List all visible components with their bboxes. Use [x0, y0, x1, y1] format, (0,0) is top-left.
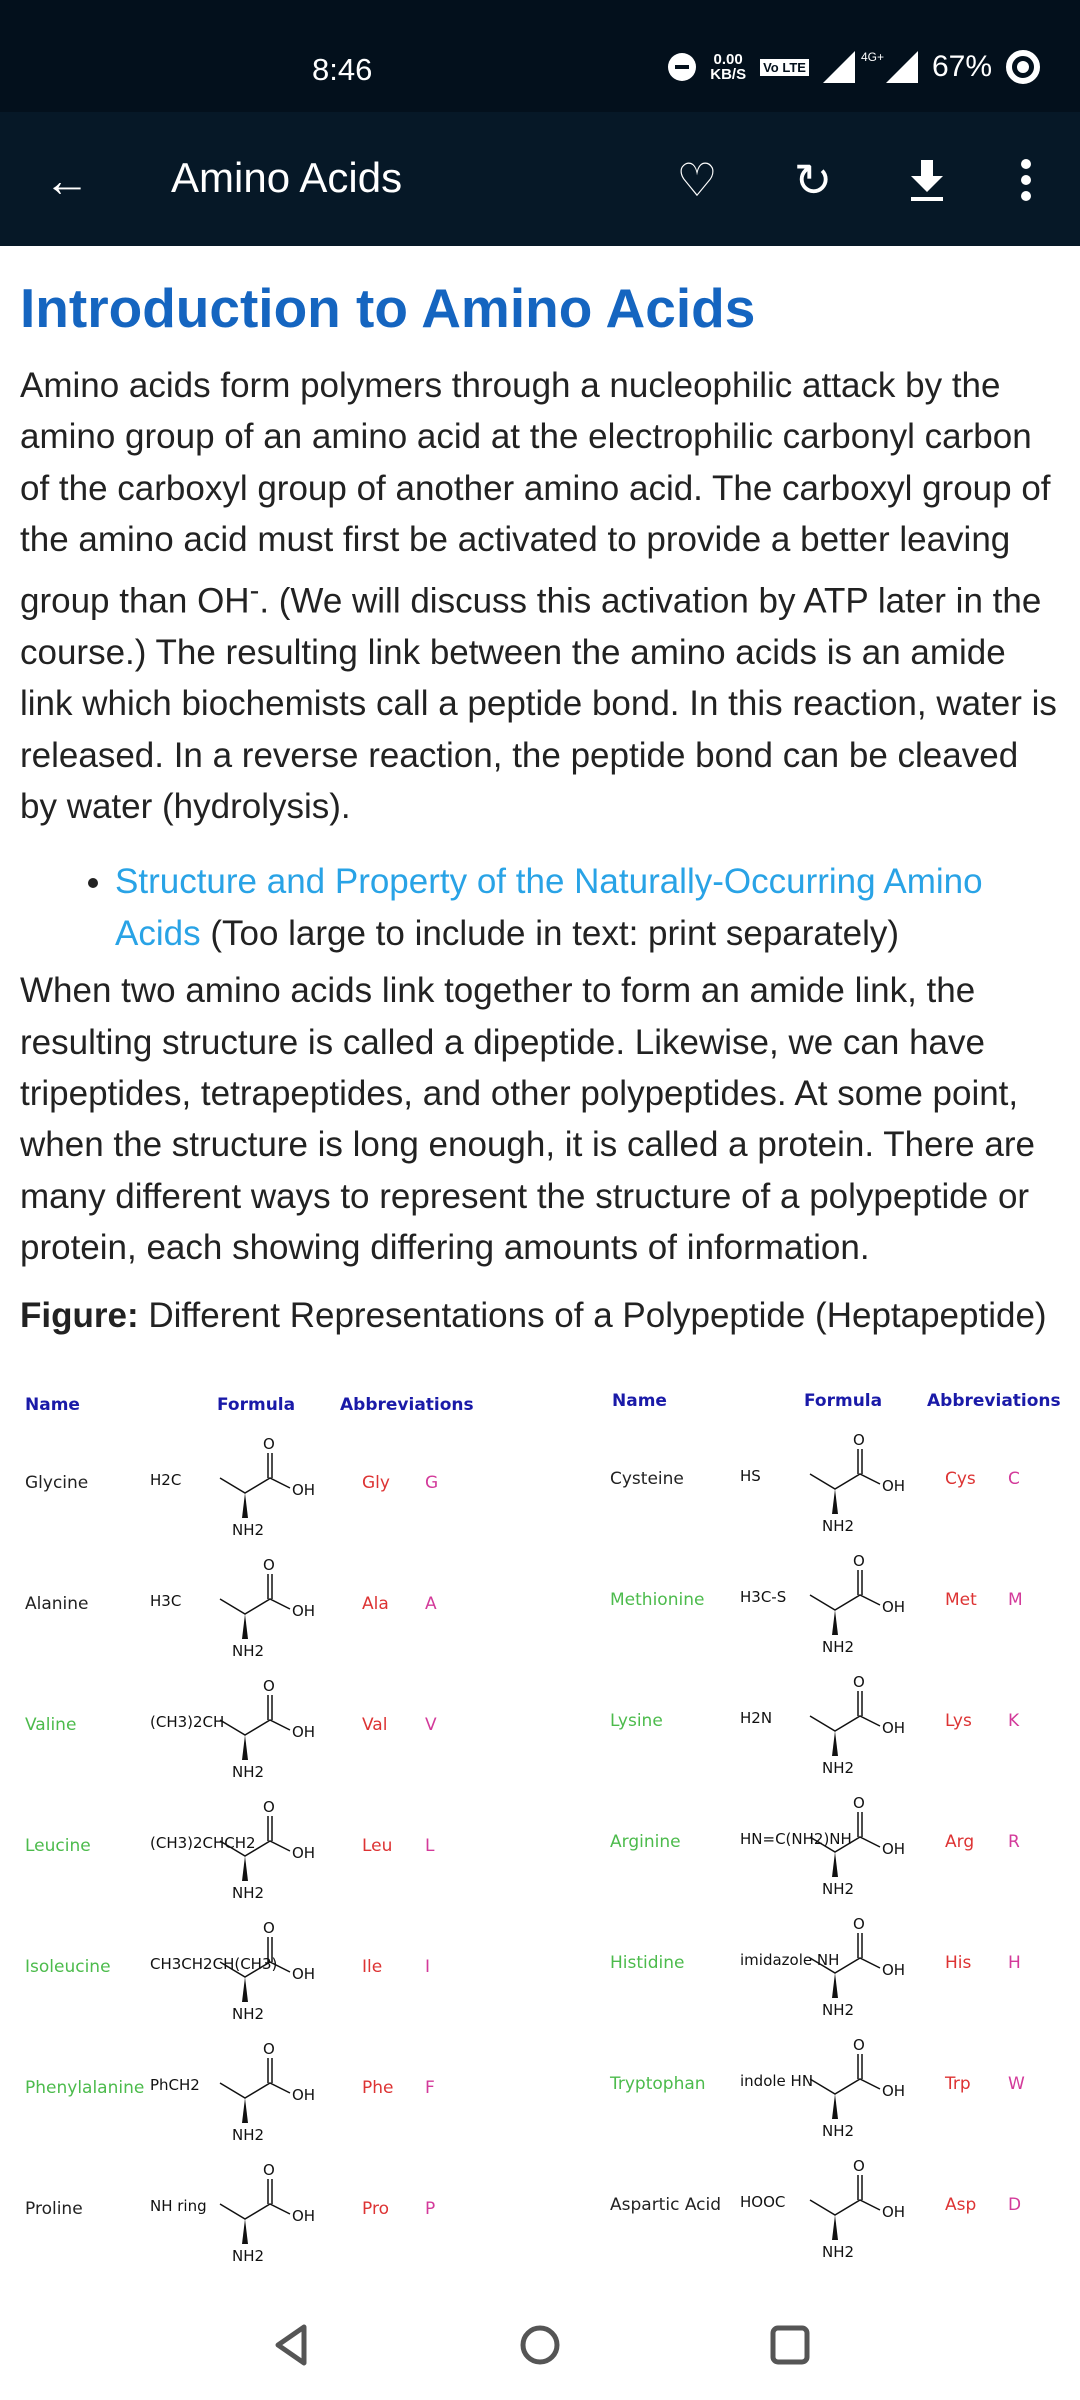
- svg-text:NH2: NH2: [822, 2243, 855, 2261]
- recents-nav-icon[interactable]: [762, 2317, 818, 2373]
- structural-formula: [740, 1792, 930, 1902]
- svg-text:HN=C(NH2)NH: HN=C(NH2)NH: [740, 1830, 852, 1848]
- home-nav-icon[interactable]: [512, 2317, 568, 2373]
- svg-text:O: O: [853, 1915, 865, 1933]
- svg-text:O: O: [853, 2036, 865, 2054]
- svg-text:OH: OH: [292, 1723, 316, 1741]
- article: [0, 246, 1080, 1336]
- paragraph: Amino acids form polymers through a nucleophilic attack by the amino group of an amino acid at the electrophilic carbonyl carbon of the carboxyl group of another amino acid. The carboxyl group of the amino acid must first be activated to provide a better leaving group than OH-. (We will discuss this activation by ATP later in the course.) The resulting link between the amino acids is an amide link which biochemists call a peptide bond. In this reaction, water is released. In a reverse reaction, the peptide bond can be cleaved by water (hydrolysis).: [20, 366, 1057, 826]
- volte-icon: Vo LTE: [760, 59, 809, 76]
- page-title: Introduction to Amino Acids: [20, 277, 756, 339]
- one-letter-code: W: [1008, 2074, 1025, 2094]
- amino-acid-name: Proline: [25, 2199, 83, 2219]
- amino-acid-name: Cysteine: [610, 1469, 684, 1489]
- svg-text:OH: OH: [292, 2207, 316, 2225]
- one-letter-code: P: [425, 2199, 436, 2219]
- one-letter-code: C: [1008, 1469, 1020, 1489]
- structural-formula: [150, 2159, 340, 2269]
- heart-icon[interactable]: ♡: [676, 154, 718, 206]
- structural-formula: [150, 2038, 340, 2148]
- svg-text:OH: OH: [292, 1965, 316, 1983]
- svg-text:OH: OH: [882, 2203, 906, 2221]
- svg-text:indole HN: indole HN: [740, 2072, 814, 2090]
- svg-text:NH2: NH2: [232, 2126, 265, 2144]
- svg-text:NH2: NH2: [232, 1642, 265, 1660]
- one-letter-code: D: [1008, 2195, 1022, 2215]
- refresh-icon[interactable]: ↻: [793, 154, 833, 206]
- svg-text:O: O: [263, 1556, 275, 1574]
- svg-text:O: O: [853, 1431, 865, 1449]
- structural-formula: [740, 2034, 930, 2144]
- svg-text:NH2: NH2: [822, 1759, 855, 1777]
- svg-text:NH2: NH2: [232, 2247, 265, 2265]
- one-letter-code: F: [425, 2078, 435, 2098]
- header-formula: Formula: [217, 1395, 296, 1415]
- figure-caption: Figure: Different Representations of a Polypeptide (Heptapeptide): [20, 1295, 1047, 1335]
- one-letter-code: H: [1008, 1953, 1021, 1973]
- navigation-bar: [0, 2290, 1080, 2400]
- structural-formula: [740, 1550, 930, 1660]
- svg-text:OH: OH: [882, 2082, 906, 2100]
- one-letter-code: G: [425, 1473, 439, 1493]
- structural-formula: [740, 1671, 930, 1781]
- more-vert-icon[interactable]: [996, 150, 1056, 210]
- one-letter-code: L: [425, 1836, 435, 1856]
- svg-text:CH3CH2CH(CH3): CH3CH2CH(CH3): [150, 1955, 278, 1973]
- back-nav-icon[interactable]: [264, 2317, 320, 2373]
- clock: 8:46: [312, 52, 373, 87]
- amino-acid-name: Phenylalanine: [25, 2078, 145, 2098]
- svg-text:O: O: [263, 1677, 275, 1695]
- amino-acid-name: Arginine: [610, 1832, 681, 1852]
- three-letter-code: Met: [945, 1590, 977, 1610]
- one-letter-code: R: [1008, 1832, 1020, 1852]
- svg-text:O: O: [853, 1552, 865, 1570]
- svg-text:O: O: [263, 2040, 275, 2058]
- signal-icon-2: [886, 51, 918, 83]
- svg-text:NH2: NH2: [232, 1884, 265, 1902]
- svg-text:O: O: [263, 1435, 275, 1453]
- three-letter-code: Phe: [362, 2078, 394, 2098]
- svg-text:OH: OH: [292, 1481, 316, 1499]
- three-letter-code: Val: [362, 1715, 388, 1735]
- svg-text:NH2: NH2: [232, 1763, 265, 1781]
- svg-text:HOOC: HOOC: [740, 2193, 786, 2211]
- header-name: Name: [25, 1395, 80, 1415]
- three-letter-code: Trp: [945, 2074, 971, 2094]
- three-letter-code: Leu: [362, 1836, 393, 1856]
- svg-text:O: O: [263, 1919, 275, 1937]
- svg-text:O: O: [853, 1794, 865, 1812]
- amino-acid-name: Glycine: [25, 1473, 89, 1493]
- svg-text:H2N: H2N: [740, 1709, 773, 1727]
- app-title: Amino Acids: [171, 154, 403, 201]
- battery-icon: [1006, 50, 1040, 84]
- svg-text:H3C-S: H3C-S: [740, 1588, 787, 1606]
- structural-formula: [150, 1675, 340, 1785]
- svg-text:NH2: NH2: [822, 1880, 855, 1898]
- net-speed: 0.00 KB/S: [710, 51, 747, 83]
- svg-text:OH: OH: [882, 1477, 906, 1495]
- structure-link[interactable]: Structure and Property of the Naturally-Occurring Amino Acids: [115, 862, 983, 953]
- svg-text:OH: OH: [882, 1961, 906, 1979]
- header-formula: Formula: [804, 1391, 883, 1411]
- one-letter-code: V: [425, 1715, 437, 1735]
- three-letter-code: Ala: [362, 1594, 389, 1614]
- svg-text:(CH3)2CHCH2: (CH3)2CHCH2: [150, 1834, 256, 1852]
- svg-text:PhCH2: PhCH2: [150, 2076, 200, 2094]
- header-name: Name: [612, 1391, 667, 1411]
- dnd-icon: [668, 53, 696, 81]
- three-letter-code: Cys: [945, 1469, 976, 1489]
- three-letter-code: Arg: [945, 1832, 975, 1852]
- structural-formula: [150, 1796, 340, 1906]
- three-letter-code: Asp: [945, 2195, 977, 2215]
- svg-text:NH2: NH2: [822, 2122, 855, 2140]
- structural-formula: [150, 1433, 340, 1543]
- structural-formula: [740, 1913, 930, 2023]
- paragraph: When two amino acids link together to form an amide link, the resulting structure is called a dipeptide. Likewise, we can have tripeptides, tetrapeptides, and other polypeptides. At some point, when the structure is long enough, it is called a protein. There are many different ways to represent the structure of a polypeptide or protein, each showing differing amounts of information.: [20, 971, 1035, 1268]
- svg-text:(CH3)2CH: (CH3)2CH: [150, 1713, 225, 1731]
- svg-text:NH ring: NH ring: [150, 2197, 207, 2215]
- svg-text:O: O: [853, 2157, 865, 2175]
- amino-acid-name: Leucine: [25, 1836, 91, 1856]
- svg-text:OH: OH: [882, 1719, 906, 1737]
- one-letter-code: I: [425, 1957, 431, 1977]
- svg-text:OH: OH: [882, 1840, 906, 1858]
- back-arrow-icon[interactable]: ←: [44, 154, 90, 206]
- amino-acid-name: Lysine: [610, 1711, 663, 1731]
- signal-icon: [823, 51, 855, 83]
- status-bar: [0, 0, 1080, 112]
- svg-text:NH2: NH2: [822, 2001, 855, 2019]
- amino-acid-name: Valine: [25, 1715, 77, 1735]
- header-abbreviations: Abbreviations: [927, 1391, 1061, 1411]
- download-icon[interactable]: [897, 150, 957, 210]
- header-abbreviations: Abbreviations: [340, 1395, 474, 1415]
- amino-acid-name: Alanine: [25, 1594, 89, 1614]
- amino-acid-name: Aspartic Acid: [610, 2195, 722, 2215]
- amino-acid-name: Histidine: [610, 1953, 685, 1973]
- svg-text:H3C: H3C: [150, 1592, 182, 1610]
- svg-text:HS: HS: [740, 1467, 761, 1485]
- three-letter-code: Gly: [362, 1473, 390, 1493]
- svg-text:O: O: [263, 1798, 275, 1816]
- structural-formula: [740, 1429, 930, 1539]
- three-letter-code: His: [945, 1953, 972, 1973]
- three-letter-code: Lys: [945, 1711, 972, 1731]
- svg-text:OH: OH: [292, 2086, 316, 2104]
- svg-text:O: O: [263, 2161, 275, 2179]
- amino-acid-name: Tryptophan: [610, 2074, 706, 2094]
- amino-acid-name: Methionine: [610, 1590, 705, 1610]
- svg-text:imidazole NH: imidazole NH: [740, 1951, 840, 1969]
- structural-formula: [150, 1554, 340, 1664]
- one-letter-code: M: [1008, 1590, 1023, 1610]
- svg-text:NH2: NH2: [822, 1638, 855, 1656]
- one-letter-code: K: [1008, 1711, 1020, 1731]
- svg-text:H2C: H2C: [150, 1471, 182, 1489]
- svg-text:OH: OH: [292, 1602, 316, 1620]
- list-item: • Structure and Property of the Naturally-Occurring Amino Acids (Too large to include in text: print separately): [115, 856, 1060, 959]
- svg-text:NH2: NH2: [232, 1521, 265, 1539]
- three-letter-code: Pro: [362, 2199, 389, 2219]
- battery-percent: 67%: [931, 50, 992, 83]
- network-type: 4G+: [860, 50, 884, 64]
- svg-text:NH2: NH2: [822, 1517, 855, 1535]
- amino-acid-name: Isoleucine: [25, 1957, 111, 1977]
- structural-formula: [740, 2155, 930, 2265]
- structural-formula: [150, 1917, 340, 2027]
- svg-text:O: O: [853, 1673, 865, 1691]
- app-bar: [0, 112, 1080, 246]
- svg-text:OH: OH: [292, 1844, 316, 1862]
- svg-text:NH2: NH2: [232, 2005, 265, 2023]
- one-letter-code: A: [425, 1594, 437, 1614]
- svg-text:OH: OH: [882, 1598, 906, 1616]
- three-letter-code: Ile: [362, 1957, 383, 1977]
